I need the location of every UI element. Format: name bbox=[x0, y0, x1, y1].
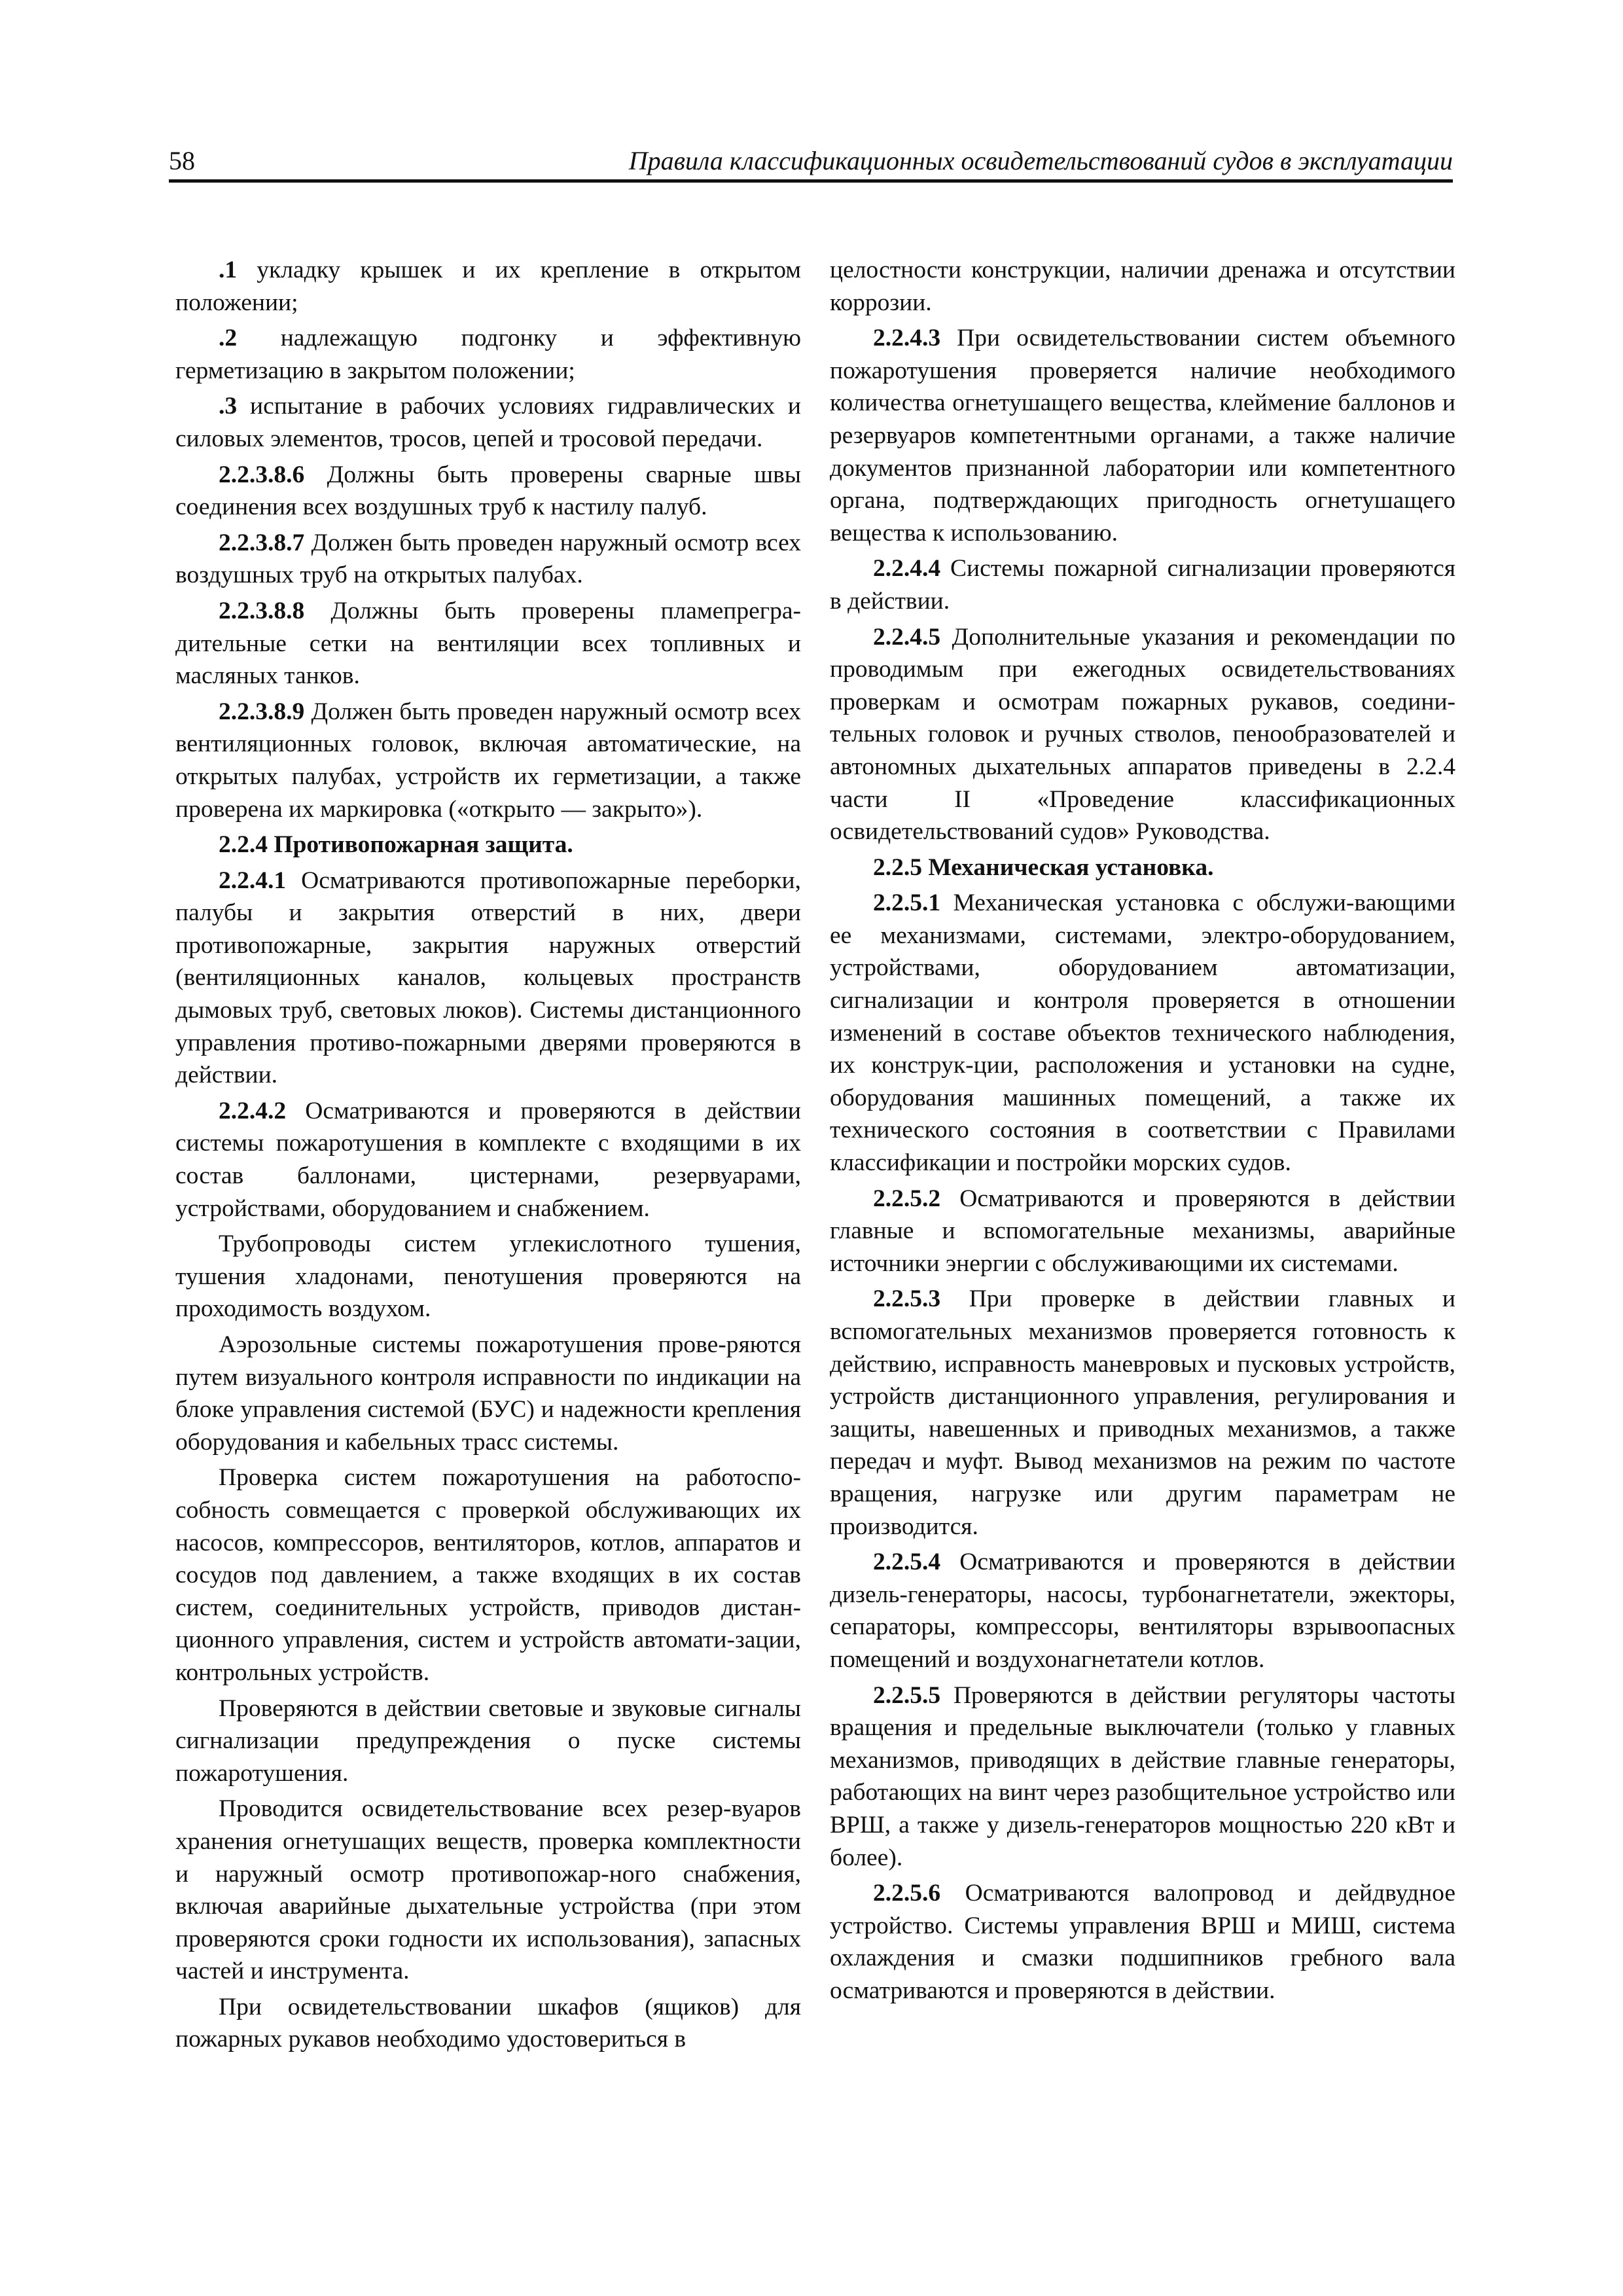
paragraph-text: надлежащую подгонку и эффективную герметизацию в закрытом положении; bbox=[175, 325, 801, 384]
page-header bbox=[169, 145, 1453, 183]
paragraph bbox=[175, 865, 801, 1092]
paragraph-text: Трубопроводы систем углекислотного тушения, тушения хладонами, пенотушения проверяются на проходимость воздухом. bbox=[175, 1230, 801, 1323]
clause-number: .2 bbox=[219, 325, 238, 352]
paragraph bbox=[830, 1679, 1455, 1874]
paragraph bbox=[175, 322, 801, 387]
paragraph-text: укладку крышек и их крепление в открытом положении; bbox=[175, 257, 801, 316]
clause-number: 2.2.5.6 bbox=[873, 1880, 941, 1907]
left-text-column bbox=[175, 254, 801, 2059]
paragraph bbox=[175, 696, 801, 825]
paragraph bbox=[830, 621, 1455, 848]
clause-number: .3 bbox=[219, 393, 238, 420]
paragraph-text: Дополнительные указания и рекомендации по проводимым при ежегодных освидетельствованиях проверкам и осмотрам пожарных рукавов, соедини-тельных головок и ручных стволов, пенообразователей и автономных дыхательных аппаратов приведены в 2.2.4 части II «Проведение классификационных освидетельствований судов» Руководства. bbox=[830, 623, 1455, 846]
paragraph bbox=[175, 390, 801, 455]
paragraph bbox=[175, 459, 801, 524]
clause-number: 2.2.5.5 bbox=[873, 1681, 941, 1709]
paragraph-text: При освидетельствовании систем объемного пожаротушения проверяется наличие необходимого количества огнетушащего вещества, клеймение баллонов и резервуаров компетентными органами, а также наличие документов признанной лаборатории или компетентного органа, подтверждающих пригодность огнетушащего вещества к использованию. bbox=[830, 325, 1455, 547]
clause-number: 2.2.4.4 bbox=[873, 555, 941, 583]
paragraph-text: Осматриваются противопожарные переборки, палубы и закрытия отверстий в них, двери противопожарные, закрытия наружных отверстий (вентиляционных каналов, кольцевых пространств дымовых труб, световых люков). Системы дистанционного управления противо-пожарными дверями проверяются в действии. bbox=[175, 867, 801, 1089]
paragraph-text: Проверяются в действии регуляторы частоты вращения и предельные выключатели (только у главных механизмов, приводящих в действие главные генераторы, работающих на винт через разобщительное устройство или ВРШ, а также у дизель-генераторов мощностью 220 кВт и более). bbox=[830, 1681, 1455, 1871]
paragraph-text: Должен быть проведен наружный осмотр всех воздушных труб на открытых палубах. bbox=[175, 529, 801, 589]
page-number: 58 bbox=[169, 146, 195, 175]
paragraph bbox=[830, 322, 1455, 549]
paragraph bbox=[175, 829, 801, 861]
paragraph-text: Должны быть проверены пламепрегра-дительные сетки на вентиляции всех топливных и масляных танков. bbox=[175, 597, 801, 690]
clause-number: 2.2.5 Механическая установка. bbox=[873, 853, 1214, 881]
paragraph-text: Аэрозольные системы пожаротушения прове-ряются путем визуального контроля исправности по индикации на блоке управления системой (БУС) и надежности крепления оборудования и кабельных трасс системы. bbox=[175, 1331, 801, 1456]
clause-number: 2.2.5.3 bbox=[873, 1285, 941, 1313]
clause-number: 2.2.4.1 bbox=[219, 867, 287, 894]
paragraph bbox=[830, 254, 1455, 319]
paragraph bbox=[175, 1693, 801, 1790]
clause-number: 2.2.3.8.9 bbox=[219, 698, 305, 725]
clause-number: 2.2.5.2 bbox=[873, 1185, 941, 1212]
paragraph bbox=[175, 1228, 801, 1325]
paragraph-text: При освидетельствовании шкафов (ящиков) для пожарных рукавов необходимо удостовериться в bbox=[175, 1993, 801, 2053]
paragraph bbox=[830, 852, 1455, 884]
paragraph-text: Осматриваются и проверяются в действии главные и вспомогательные механизмы, аварийные источники энергии с обслуживающими их системами. bbox=[830, 1185, 1455, 1277]
paragraph bbox=[830, 552, 1455, 617]
clause-number: 2.2.3.8.8 bbox=[219, 597, 305, 624]
running-title: Правила классификационных освидетельствований судов в эксплуатации bbox=[628, 146, 1453, 175]
paragraph-text: Проводится освидетельствование всех резер-вуаров хранения огнетушащих веществ, проверка комплектности и наружный осмотр противопожар-ного снабжения, включая аварийные дыхательные устройства (при этом проверяются сроки годности их использования), запасных частей и инструмента. bbox=[175, 1795, 801, 1985]
paragraph-text: Должны быть проверены сварные швы соединения всех воздушных труб к настилу палуб. bbox=[175, 461, 801, 521]
paragraph-text: При проверке в действии главных и вспомогательных механизмов проверяется готовность к действию, исправность маневровых и пусковых устройств, устройств дистанционного управления, регулирования и защиты, навешенных и приводных механизмов, а также передач и муфт. Вывод механизмов на режим по частоте вращения, нагрузке или другим параметрам не производится. bbox=[830, 1285, 1455, 1540]
paragraph bbox=[830, 1546, 1455, 1676]
paragraph bbox=[175, 527, 801, 592]
paragraph bbox=[175, 1793, 801, 1988]
paragraph bbox=[175, 254, 801, 319]
paragraph-text: испытание в рабочих условиях гидравлических и силовых элементов, тросов, цепей и тросовой передачи. bbox=[175, 393, 801, 452]
clause-number: 2.2.3.8.6 bbox=[219, 461, 305, 488]
clause-number: 2.2.3.8.7 bbox=[219, 529, 305, 556]
paragraph bbox=[175, 1329, 801, 1458]
paragraph bbox=[175, 1991, 801, 2056]
paragraph-text: целостности конструкции, наличии дренажа и отсутствии коррозии. bbox=[830, 257, 1455, 316]
paragraph-text: Системы пожарной сигнализации проверяются в действии. bbox=[830, 555, 1455, 615]
clause-number: 2.2.4.2 bbox=[219, 1097, 287, 1124]
paragraph-text: Осматриваются и проверяются в действии дизель-генераторы, насосы, турбонагнетатели, эжекторы, сепараторы, компрессоры, вентиляторы взрывоопасных помещений и воздухонагнетатели котлов. bbox=[830, 1549, 1455, 1673]
paragraph-text: Механическая установка с обслужи-вающими ее механизмами, системами, электро-оборудованием, устройствами, оборудованием автоматизации, сигнализации и контроля проверяется в отношении изменений в составе объектов технического наблюдения, их конструк-ции, расположения и установки на судне, оборудования машинных помещений, а также их технического состояния в соответствии с Правилами классификации и постройки морских судов. bbox=[830, 889, 1455, 1177]
clause-number: .1 bbox=[219, 257, 238, 283]
clause-number: 2.2.5.1 bbox=[873, 889, 941, 917]
paragraph bbox=[830, 887, 1455, 1179]
right-text-column bbox=[830, 254, 1455, 2010]
paragraph bbox=[830, 1283, 1455, 1543]
paragraph bbox=[175, 595, 801, 692]
paragraph-text: Проверка систем пожаротушения на работоспо-собность совмещается с проверкой обслуживающих их насосов, компрессоров, вентиляторов, котлов, аппаратов и сосудов под давлением, а также входящих в их состав систем, соединительных устройств, приводов дистан-ционного управления, систем и устройств автомати-зации, контрольных устройств. bbox=[175, 1464, 801, 1686]
paragraph-text: Проверяются в действии световые и звуковые сигналы сигнализации предупреждения о пуске системы пожаротушения. bbox=[175, 1695, 801, 1787]
paragraph-text: Осматриваются валопровод и дейдвудное устройство. Системы управления ВРШ и МИШ, система охлаждения и смазки подшипников гребного вала осматриваются и проверяются в действии. bbox=[830, 1880, 1455, 2004]
paragraph bbox=[830, 1877, 1455, 2007]
paragraph bbox=[175, 1095, 801, 1225]
paragraph-text: Должен быть проведен наружный осмотр всех вентиляционных головок, включая автоматические, на открытых палубах, устройств их герметизации, а также проверена их маркировка («открыто — закрыто»). bbox=[175, 698, 801, 823]
paragraph-text: Осматриваются и проверяются в действии системы пожаротушения в комплекте с входящими в их состав баллонами, цистернами, резервуарами, устройствами, оборудованием и снабжением. bbox=[175, 1097, 801, 1222]
clause-number: 2.2.4 Противопожарная защита. bbox=[219, 831, 573, 859]
clause-number: 2.2.5.4 bbox=[873, 1549, 941, 1576]
paragraph bbox=[175, 1462, 801, 1689]
clause-number: 2.2.4.5 bbox=[873, 623, 941, 651]
paragraph bbox=[830, 1183, 1455, 1280]
clause-number: 2.2.4.3 bbox=[873, 325, 941, 352]
